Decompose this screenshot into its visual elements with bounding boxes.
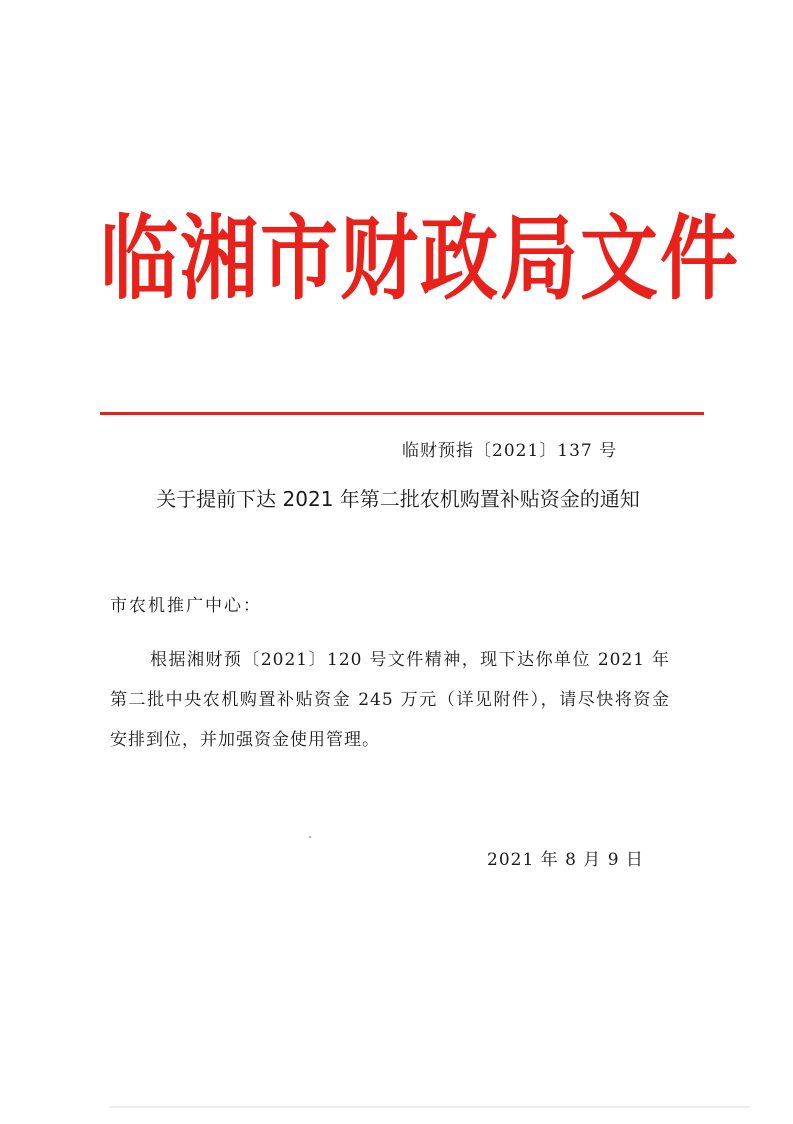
scan-bottom-edge — [110, 1106, 750, 1108]
document-title: 关于提前下达 2021 年第二批农机购置补贴资金的通知 — [156, 487, 640, 511]
red-separator-line — [100, 412, 704, 415]
recipient-line: 市农机推广中心： — [110, 596, 262, 616]
document-number: 临财预指〔2021〕137 号 — [402, 441, 618, 461]
body-paragraph: 根据湘财预〔2021〕120 号文件精神，现下达你单位 2021 年第二批中央农机购置补贴资金 245 万元（详见附件），请尽快将资金安排到位，并加强资金使用管理。 — [110, 650, 670, 750]
masthead-title: 临湘市财政局文件 — [100, 205, 741, 314]
issue-date: 2021 年 8 月 9 日 — [487, 850, 644, 870]
scan-speck — [309, 836, 311, 838]
